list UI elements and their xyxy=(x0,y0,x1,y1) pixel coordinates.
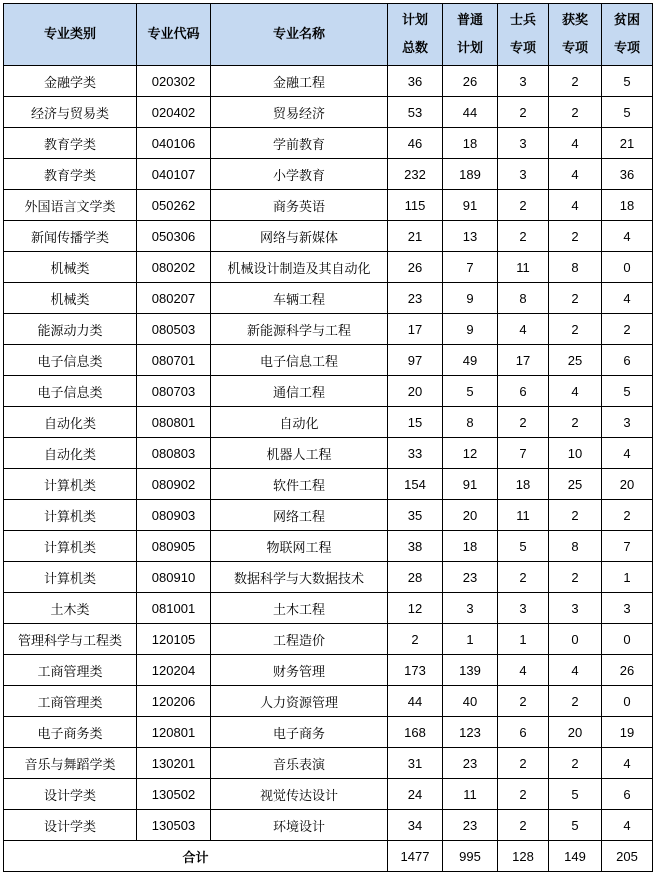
cell-poverty: 3 xyxy=(602,593,653,624)
cell-regular: 11 xyxy=(443,779,498,810)
cell-code: 080207 xyxy=(137,283,211,314)
cell-regular: 3 xyxy=(443,593,498,624)
cell-category: 金融学类 xyxy=(4,66,137,97)
cell-award: 2 xyxy=(549,748,602,779)
enrollment-plan-table xyxy=(3,3,653,872)
header-soldier-line1: 士兵 xyxy=(509,12,536,28)
cell-category: 电子商务类 xyxy=(4,717,137,748)
cell-regular: 13 xyxy=(443,221,498,252)
cell-award: 4 xyxy=(549,128,602,159)
cell-regular: 23 xyxy=(443,810,498,841)
cell-name: 小学教育 xyxy=(211,159,388,190)
cell-soldier: 7 xyxy=(498,438,549,469)
cell-code: 080202 xyxy=(137,252,211,283)
cell-code: 120105 xyxy=(137,624,211,655)
header-regular-line1: 普通 xyxy=(456,12,483,28)
cell-category: 电子信息类 xyxy=(4,376,137,407)
cell-plan-total: 20 xyxy=(388,376,443,407)
header-poverty xyxy=(602,4,653,66)
cell-soldier: 3 xyxy=(498,66,549,97)
cell-poverty: 20 xyxy=(602,469,653,500)
cell-poverty: 36 xyxy=(602,159,653,190)
cell-regular: 23 xyxy=(443,748,498,779)
cell-category: 自动化类 xyxy=(4,407,137,438)
cell-name: 机械设计制造及其自动化 xyxy=(211,252,388,283)
cell-plan-total: 36 xyxy=(388,66,443,97)
cell-code: 080905 xyxy=(137,531,211,562)
cell-award: 5 xyxy=(549,779,602,810)
cell-name: 视觉传达设计 xyxy=(211,779,388,810)
cell-award: 4 xyxy=(549,190,602,221)
cell-code: 130503 xyxy=(137,810,211,841)
header-poverty-line1: 贫困 xyxy=(613,12,640,28)
cell-soldier: 2 xyxy=(498,407,549,438)
cell-code: 120206 xyxy=(137,686,211,717)
cell-category: 管理科学与工程类 xyxy=(4,624,137,655)
cell-code: 050262 xyxy=(137,190,211,221)
totals-poverty: 205 xyxy=(602,841,653,872)
cell-name: 新能源科学与工程 xyxy=(211,314,388,345)
cell-award: 4 xyxy=(549,159,602,190)
cell-soldier: 5 xyxy=(498,531,549,562)
cell-soldier: 8 xyxy=(498,283,549,314)
cell-plan-total: 46 xyxy=(388,128,443,159)
cell-soldier: 11 xyxy=(498,500,549,531)
header-name: 专业名称 xyxy=(211,4,388,66)
cell-award: 2 xyxy=(549,686,602,717)
table-row xyxy=(4,686,653,717)
cell-name: 贸易经济 xyxy=(211,97,388,128)
cell-award: 2 xyxy=(549,407,602,438)
cell-soldier: 2 xyxy=(498,748,549,779)
cell-poverty: 0 xyxy=(602,686,653,717)
cell-regular: 9 xyxy=(443,314,498,345)
cell-name: 土木工程 xyxy=(211,593,388,624)
cell-name: 车辆工程 xyxy=(211,283,388,314)
cell-name: 环境设计 xyxy=(211,810,388,841)
cell-plan-total: 35 xyxy=(388,500,443,531)
cell-poverty: 26 xyxy=(602,655,653,686)
cell-plan-total: 44 xyxy=(388,686,443,717)
cell-plan-total: 38 xyxy=(388,531,443,562)
cell-regular: 139 xyxy=(443,655,498,686)
table-row xyxy=(4,252,653,283)
totals-label: 合计 xyxy=(4,841,388,872)
cell-soldier: 11 xyxy=(498,252,549,283)
cell-code: 080701 xyxy=(137,345,211,376)
cell-regular: 12 xyxy=(443,438,498,469)
cell-name: 音乐表演 xyxy=(211,748,388,779)
cell-award: 2 xyxy=(549,500,602,531)
cell-regular: 23 xyxy=(443,562,498,593)
header-regular-line2: 计划 xyxy=(456,40,483,56)
cell-code: 080803 xyxy=(137,438,211,469)
cell-poverty: 0 xyxy=(602,624,653,655)
cell-regular: 18 xyxy=(443,531,498,562)
header-soldier xyxy=(498,4,549,66)
table-header-row xyxy=(4,4,653,66)
table-row xyxy=(4,314,653,345)
cell-code: 080503 xyxy=(137,314,211,345)
cell-poverty: 5 xyxy=(602,97,653,128)
cell-award: 2 xyxy=(549,283,602,314)
cell-category: 计算机类 xyxy=(4,562,137,593)
cell-code: 120801 xyxy=(137,717,211,748)
cell-name: 人力资源管理 xyxy=(211,686,388,717)
cell-category: 计算机类 xyxy=(4,469,137,500)
cell-poverty: 4 xyxy=(602,438,653,469)
cell-name: 网络工程 xyxy=(211,500,388,531)
cell-code: 080801 xyxy=(137,407,211,438)
cell-award: 10 xyxy=(549,438,602,469)
cell-soldier: 2 xyxy=(498,686,549,717)
cell-award: 2 xyxy=(549,314,602,345)
cell-name: 机器人工程 xyxy=(211,438,388,469)
header-plan-total-line2: 总数 xyxy=(401,40,428,56)
cell-plan-total: 97 xyxy=(388,345,443,376)
cell-regular: 1 xyxy=(443,624,498,655)
cell-plan-total: 21 xyxy=(388,221,443,252)
cell-soldier: 2 xyxy=(498,810,549,841)
cell-poverty: 2 xyxy=(602,314,653,345)
header-soldier-line2: 专项 xyxy=(509,40,536,56)
cell-poverty: 6 xyxy=(602,779,653,810)
cell-soldier: 3 xyxy=(498,128,549,159)
cell-soldier: 4 xyxy=(498,655,549,686)
cell-regular: 8 xyxy=(443,407,498,438)
cell-category: 设计学类 xyxy=(4,779,137,810)
cell-award: 8 xyxy=(549,252,602,283)
cell-category: 经济与贸易类 xyxy=(4,97,137,128)
header-code: 专业代码 xyxy=(137,4,211,66)
table-row xyxy=(4,97,653,128)
table-row xyxy=(4,717,653,748)
cell-category: 外国语言文学类 xyxy=(4,190,137,221)
cell-plan-total: 26 xyxy=(388,252,443,283)
cell-poverty: 0 xyxy=(602,252,653,283)
cell-soldier: 18 xyxy=(498,469,549,500)
table-row xyxy=(4,283,653,314)
cell-poverty: 21 xyxy=(602,128,653,159)
cell-plan-total: 34 xyxy=(388,810,443,841)
header-award-line2: 专项 xyxy=(561,40,588,56)
cell-soldier: 2 xyxy=(498,221,549,252)
cell-poverty: 4 xyxy=(602,221,653,252)
cell-category: 设计学类 xyxy=(4,810,137,841)
cell-category: 计算机类 xyxy=(4,531,137,562)
cell-name: 物联网工程 xyxy=(211,531,388,562)
cell-regular: 9 xyxy=(443,283,498,314)
cell-plan-total: 53 xyxy=(388,97,443,128)
cell-category: 能源动力类 xyxy=(4,314,137,345)
cell-soldier: 2 xyxy=(498,562,549,593)
cell-poverty: 4 xyxy=(602,748,653,779)
cell-regular: 26 xyxy=(443,66,498,97)
cell-award: 5 xyxy=(549,810,602,841)
cell-poverty: 2 xyxy=(602,500,653,531)
cell-name: 软件工程 xyxy=(211,469,388,500)
cell-name: 金融工程 xyxy=(211,66,388,97)
cell-poverty: 5 xyxy=(602,376,653,407)
cell-award: 20 xyxy=(549,717,602,748)
cell-award: 3 xyxy=(549,593,602,624)
table-row xyxy=(4,128,653,159)
table-row xyxy=(4,221,653,252)
cell-award: 2 xyxy=(549,221,602,252)
cell-regular: 44 xyxy=(443,97,498,128)
cell-plan-total: 115 xyxy=(388,190,443,221)
totals-regular: 995 xyxy=(443,841,498,872)
cell-name: 学前教育 xyxy=(211,128,388,159)
table-row xyxy=(4,624,653,655)
cell-plan-total: 33 xyxy=(388,438,443,469)
header-award-line1: 获奖 xyxy=(561,12,588,28)
cell-category: 工商管理类 xyxy=(4,655,137,686)
cell-name: 电子商务 xyxy=(211,717,388,748)
cell-regular: 91 xyxy=(443,469,498,500)
cell-name: 数据科学与大数据技术 xyxy=(211,562,388,593)
cell-soldier: 3 xyxy=(498,159,549,190)
totals-plan-total: 1477 xyxy=(388,841,443,872)
cell-category: 土木类 xyxy=(4,593,137,624)
cell-category: 自动化类 xyxy=(4,438,137,469)
cell-plan-total: 168 xyxy=(388,717,443,748)
table-row xyxy=(4,593,653,624)
header-poverty-line2: 专项 xyxy=(613,40,640,56)
table-row xyxy=(4,66,653,97)
cell-regular: 49 xyxy=(443,345,498,376)
totals-row xyxy=(4,841,653,872)
cell-soldier: 3 xyxy=(498,593,549,624)
cell-soldier: 2 xyxy=(498,779,549,810)
cell-category: 教育学类 xyxy=(4,128,137,159)
cell-award: 2 xyxy=(549,97,602,128)
cell-code: 040106 xyxy=(137,128,211,159)
cell-soldier: 1 xyxy=(498,624,549,655)
cell-regular: 91 xyxy=(443,190,498,221)
cell-soldier: 2 xyxy=(498,190,549,221)
cell-award: 25 xyxy=(549,345,602,376)
cell-name: 通信工程 xyxy=(211,376,388,407)
cell-code: 050306 xyxy=(137,221,211,252)
table-row xyxy=(4,376,653,407)
cell-plan-total: 24 xyxy=(388,779,443,810)
cell-award: 0 xyxy=(549,624,602,655)
cell-code: 081001 xyxy=(137,593,211,624)
table-row xyxy=(4,407,653,438)
cell-soldier: 6 xyxy=(498,376,549,407)
cell-plan-total: 232 xyxy=(388,159,443,190)
cell-plan-total: 173 xyxy=(388,655,443,686)
totals-award: 149 xyxy=(549,841,602,872)
table-row xyxy=(4,655,653,686)
cell-code: 130201 xyxy=(137,748,211,779)
cell-regular: 7 xyxy=(443,252,498,283)
cell-award: 4 xyxy=(549,376,602,407)
cell-category: 计算机类 xyxy=(4,500,137,531)
cell-poverty: 6 xyxy=(602,345,653,376)
cell-category: 电子信息类 xyxy=(4,345,137,376)
cell-category: 机械类 xyxy=(4,283,137,314)
cell-regular: 5 xyxy=(443,376,498,407)
cell-plan-total: 17 xyxy=(388,314,443,345)
cell-code: 020402 xyxy=(137,97,211,128)
header-plan-total-line1: 计划 xyxy=(401,12,428,28)
cell-poverty: 3 xyxy=(602,407,653,438)
cell-code: 080703 xyxy=(137,376,211,407)
cell-code: 120204 xyxy=(137,655,211,686)
totals-soldier: 128 xyxy=(498,841,549,872)
header-regular xyxy=(443,4,498,66)
cell-name: 电子信息工程 xyxy=(211,345,388,376)
cell-code: 080910 xyxy=(137,562,211,593)
cell-plan-total: 31 xyxy=(388,748,443,779)
cell-category: 机械类 xyxy=(4,252,137,283)
cell-regular: 20 xyxy=(443,500,498,531)
cell-award: 4 xyxy=(549,655,602,686)
cell-poverty: 1 xyxy=(602,562,653,593)
cell-regular: 18 xyxy=(443,128,498,159)
table-row xyxy=(4,159,653,190)
cell-name: 工程造价 xyxy=(211,624,388,655)
cell-poverty: 5 xyxy=(602,66,653,97)
header-category: 专业类别 xyxy=(4,4,137,66)
cell-name: 商务英语 xyxy=(211,190,388,221)
table-row xyxy=(4,562,653,593)
cell-poverty: 4 xyxy=(602,283,653,314)
cell-soldier: 4 xyxy=(498,314,549,345)
cell-name: 自动化 xyxy=(211,407,388,438)
table-row xyxy=(4,190,653,221)
cell-poverty: 4 xyxy=(602,810,653,841)
cell-category: 教育学类 xyxy=(4,159,137,190)
cell-award: 2 xyxy=(549,66,602,97)
cell-plan-total: 154 xyxy=(388,469,443,500)
cell-soldier: 2 xyxy=(498,97,549,128)
cell-award: 25 xyxy=(549,469,602,500)
table-row xyxy=(4,779,653,810)
cell-code: 080903 xyxy=(137,500,211,531)
cell-plan-total: 2 xyxy=(388,624,443,655)
cell-category: 工商管理类 xyxy=(4,686,137,717)
cell-soldier: 6 xyxy=(498,717,549,748)
table-row xyxy=(4,345,653,376)
cell-code: 080902 xyxy=(137,469,211,500)
cell-code: 040107 xyxy=(137,159,211,190)
cell-plan-total: 15 xyxy=(388,407,443,438)
table-row xyxy=(4,438,653,469)
cell-plan-total: 23 xyxy=(388,283,443,314)
table-row xyxy=(4,810,653,841)
cell-poverty: 18 xyxy=(602,190,653,221)
cell-name: 财务管理 xyxy=(211,655,388,686)
cell-regular: 40 xyxy=(443,686,498,717)
cell-regular: 123 xyxy=(443,717,498,748)
table-row xyxy=(4,748,653,779)
cell-plan-total: 28 xyxy=(388,562,443,593)
cell-poverty: 19 xyxy=(602,717,653,748)
cell-award: 2 xyxy=(549,562,602,593)
cell-name: 网络与新媒体 xyxy=(211,221,388,252)
header-award xyxy=(549,4,602,66)
cell-code: 130502 xyxy=(137,779,211,810)
header-plan-total xyxy=(388,4,443,66)
cell-code: 020302 xyxy=(137,66,211,97)
cell-category: 新闻传播学类 xyxy=(4,221,137,252)
table-body xyxy=(4,66,653,841)
table-row xyxy=(4,500,653,531)
cell-category: 音乐与舞蹈学类 xyxy=(4,748,137,779)
cell-plan-total: 12 xyxy=(388,593,443,624)
table-row xyxy=(4,531,653,562)
table-row xyxy=(4,469,653,500)
cell-soldier: 17 xyxy=(498,345,549,376)
cell-regular: 189 xyxy=(443,159,498,190)
cell-award: 8 xyxy=(549,531,602,562)
cell-poverty: 7 xyxy=(602,531,653,562)
